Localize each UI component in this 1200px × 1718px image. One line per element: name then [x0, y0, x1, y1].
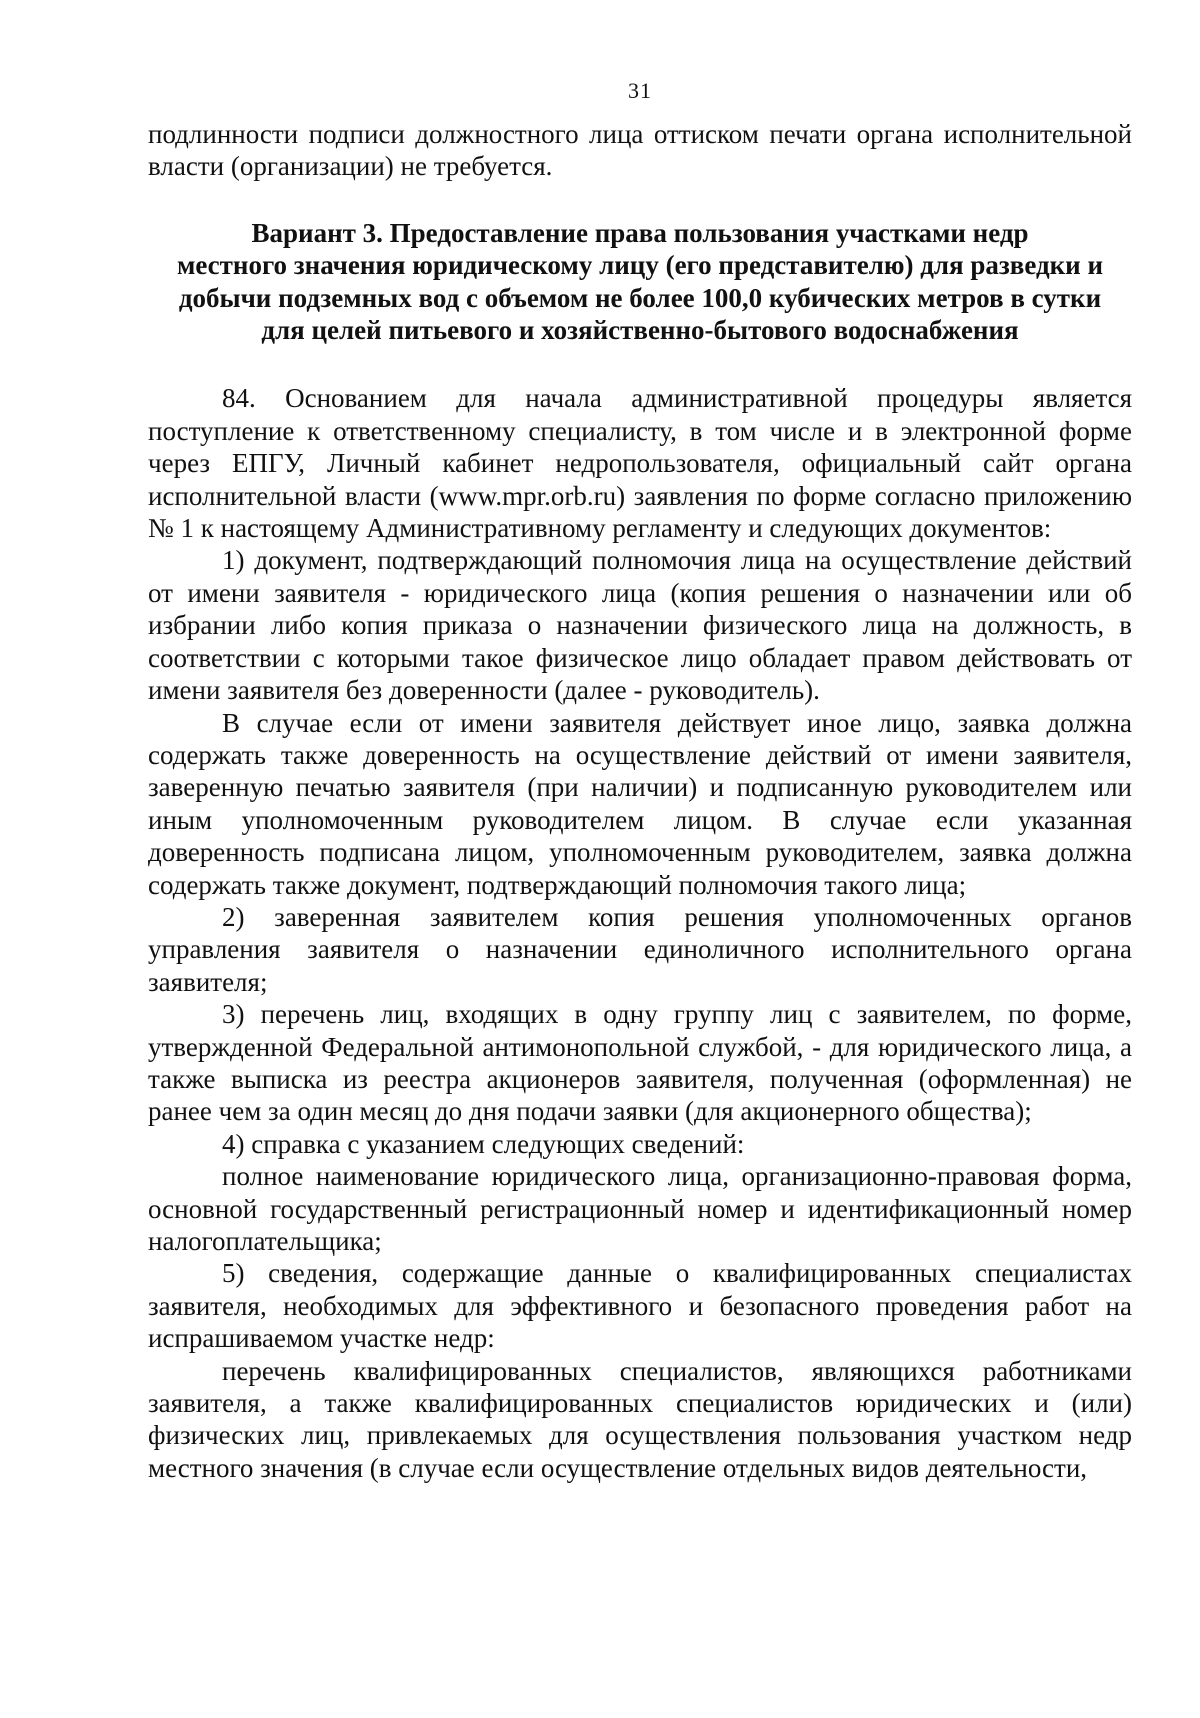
- paragraph-84: 84. Основанием для начала административной процедуры является поступление к ответственному специалисту, в том числе и в электронной форме через ЕПГУ, Личный кабинет недропользователя, официальный сайт органа исполнительной власти (www.mpr.orb.ru) заявления по форме согласно приложению № 1 к настоящему Административному регламенту и следующих документов:: [148, 383, 1132, 544]
- document-page: [148, 78, 1132, 1484]
- section-heading: [148, 217, 1132, 347]
- intro-paragraph: подлинности подписи должностного лица оттиском печати органа исполнительной власти (организации) не требуется.: [148, 119, 1132, 182]
- list-item-4: 4) справка с указанием следующих сведений:: [222, 1128, 745, 1159]
- list-item-5: 5) сведения, содержащие данные о квалифицированных специалистах заявителя, необходимых для эффективного и безопасного проведения работ на испрашиваемом участке недр:: [148, 1258, 1132, 1354]
- heading-line: добычи подземных вод с объемом не более 100,0 кубических метров в сутки: [178, 282, 1102, 313]
- paragraph-representative: В случае если от имени заявителя действует иное лицо, заявка должна содержать также доверенность на осуществление действий от имени заявителя, заверенную печатью заявителя (при наличии) и подписанную руководителем или иным уполномоченным руководителем лицом. В случае если указанная доверенность подписана лицом, уполномоченным руководителем, заявка должна содержать также документ, подтверждающий полномочия такого лица;: [148, 707, 1132, 900]
- heading-line: для целей питьевого и хозяйственно-бытового водоснабжения: [261, 315, 1019, 346]
- page-number: 31: [628, 78, 652, 103]
- list-item-4-details: полное наименование юридического лица, организационно-правовая форма, основной государственный регистрационный номер и идентификационный номер налогоплательщика;: [148, 1161, 1132, 1256]
- list-item-1: 1) документ, подтверждающий полномочия лица на осуществление действий от имени заявителя - юридического лица (копия решения о назначении или об избрании либо копия приказа о назначении физического лица на должность, в соответствии с которыми такое физическое лицо обладает правом действовать от имени заявителя без доверенности (далее - руководитель).: [148, 545, 1132, 706]
- list-item-5-details: перечень квалифицированных специалистов, являющихся работниками заявителя, а также квалифицированных специалистов юридических и (или) физических лиц, привлекаемых для осуществления пользования участком недр местного значения (в случае если осуществление отдельных видов деятельности,: [148, 1355, 1132, 1483]
- list-item-3: 3) перечень лиц, входящих в одну группу лиц с заявителем, по форме, утвержденной Федеральной антимонопольной службой, - для юридического лица, а также выписка из реестра акционеров заявителя, полученная (оформленная) не ранее чем за один месяц до дня подачи заявки (для акционерного общества);: [148, 999, 1132, 1127]
- heading-line: местного значения юридическому лицу (его представителю) для разведки и: [176, 250, 1104, 281]
- heading-line: Вариант 3. Предоставление права пользования участками недр: [251, 217, 1029, 248]
- list-item-2: 2) заверенная заявителем копия решения уполномоченных органов управления заявителя о назначении единоличного исполнительного органа заявителя;: [148, 901, 1132, 997]
